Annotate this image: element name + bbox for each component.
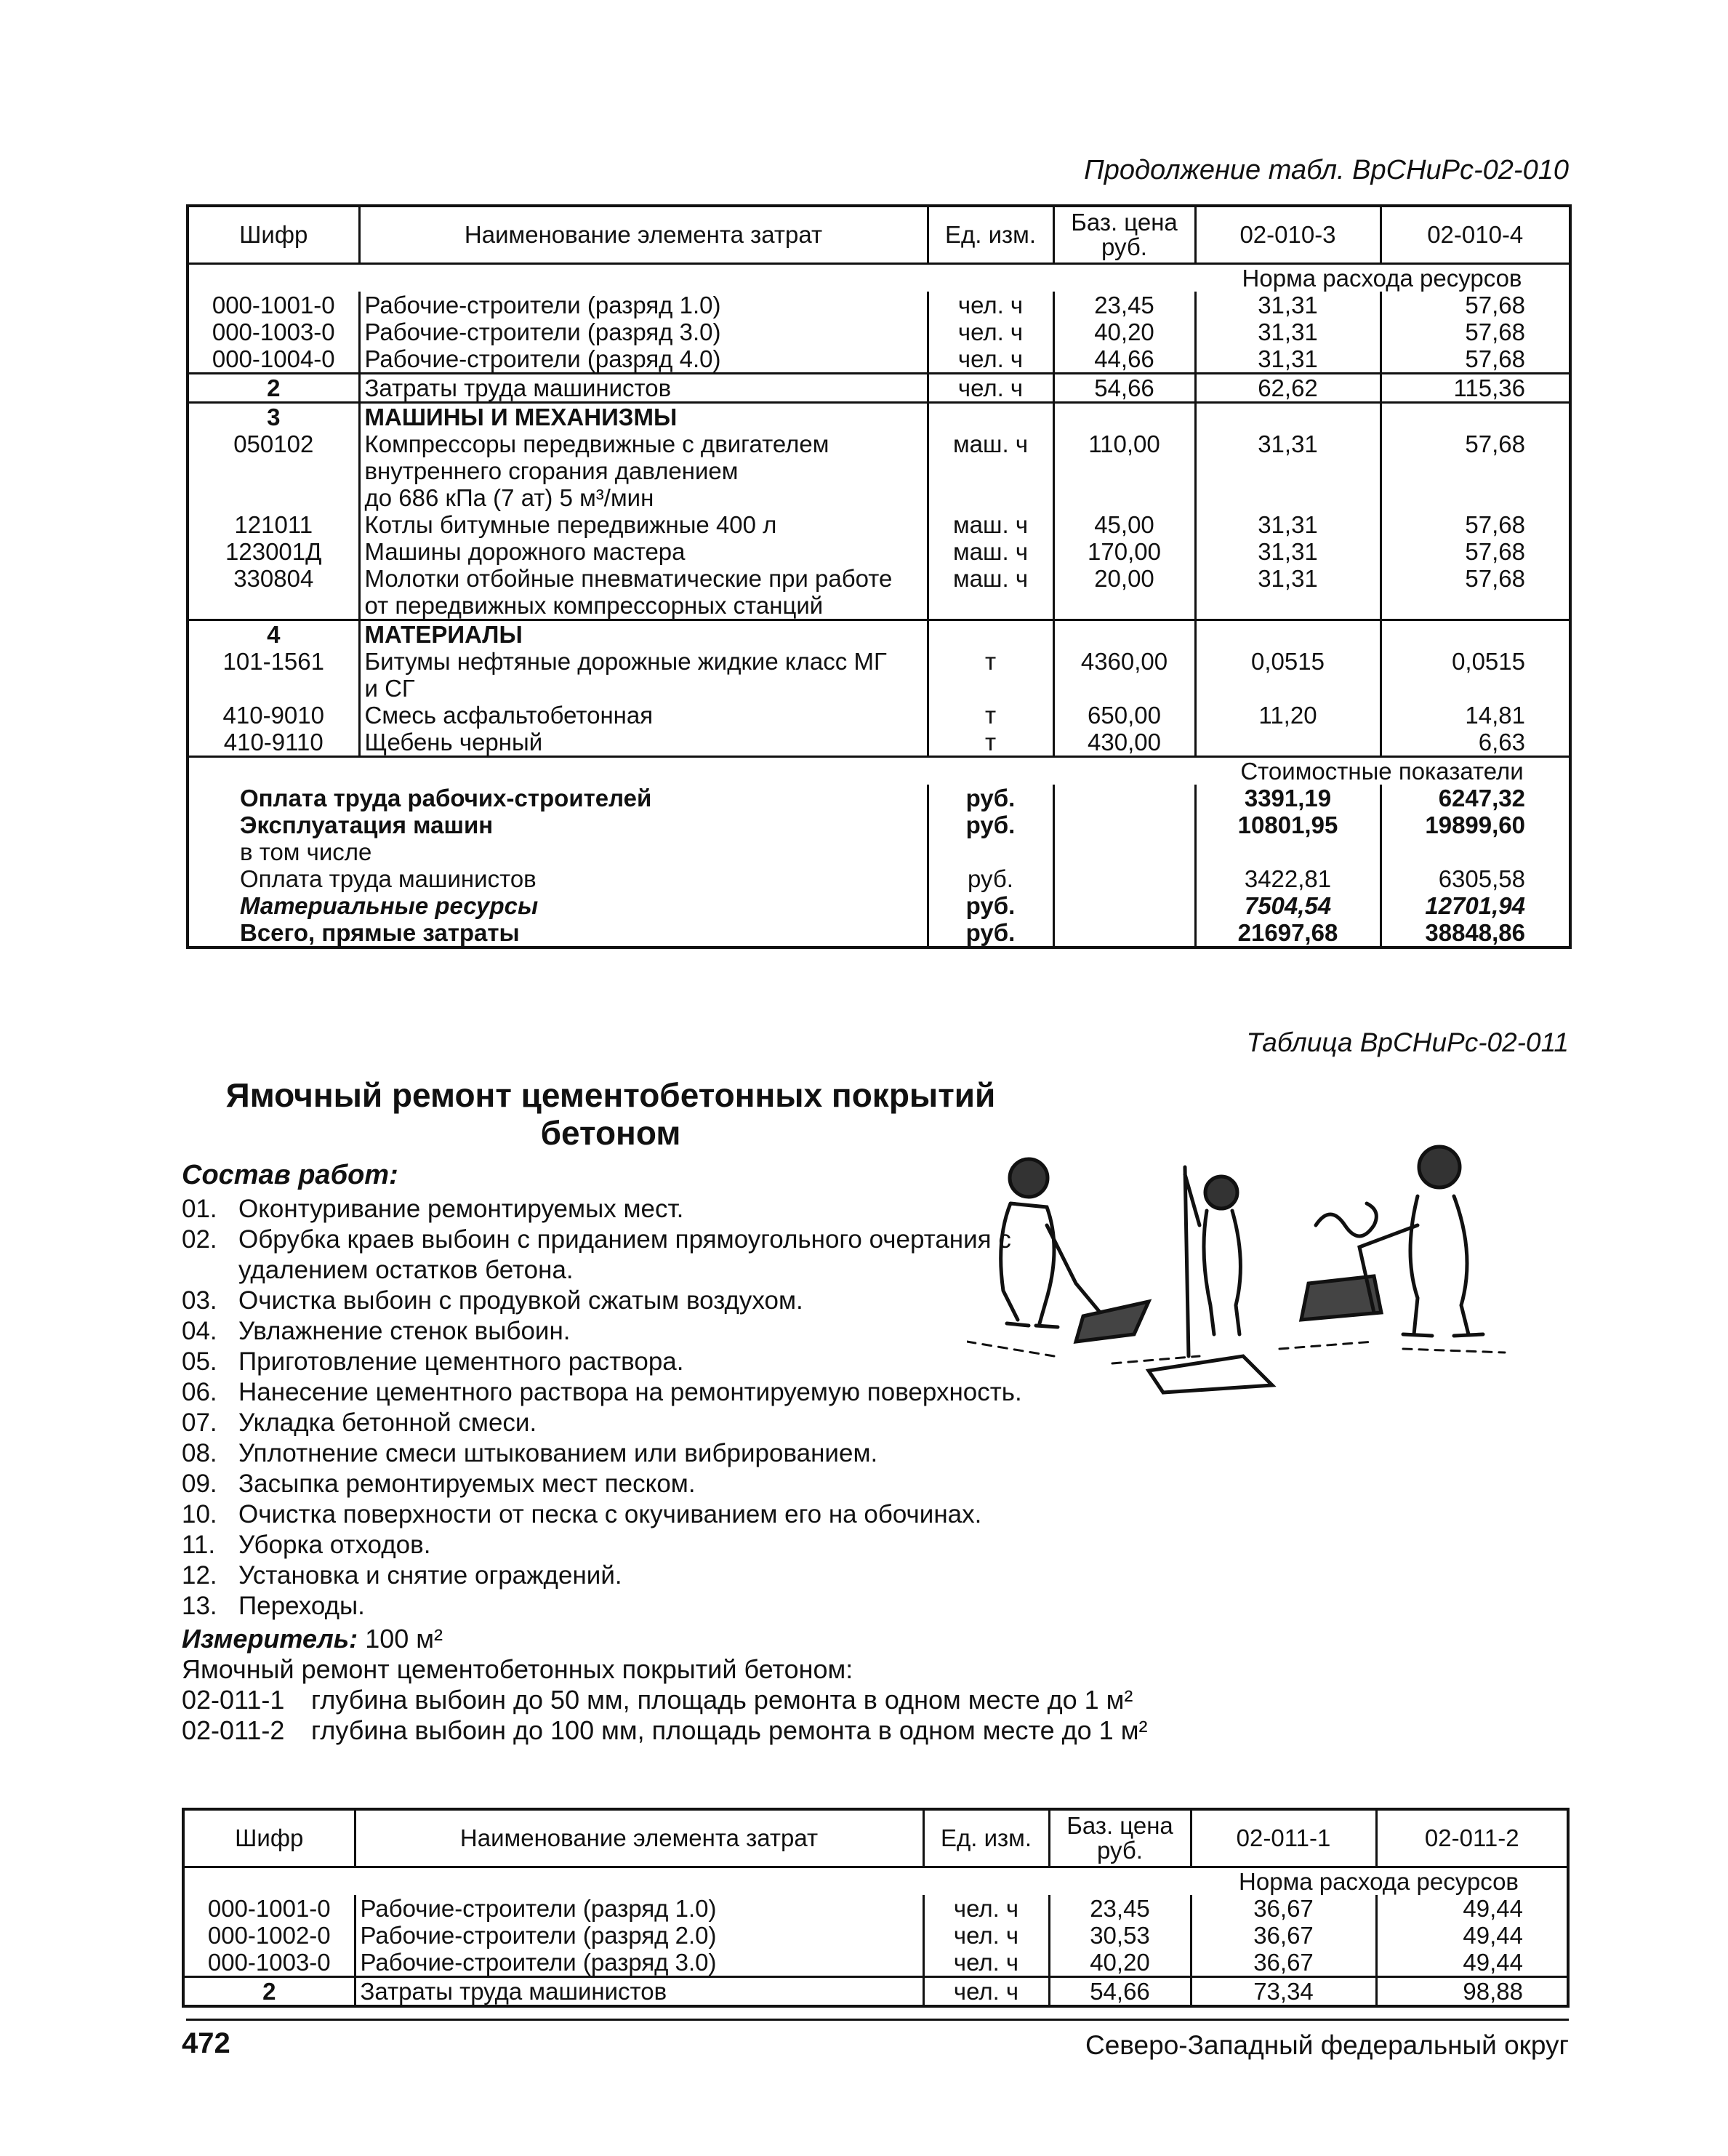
row-code: 121011 (234, 511, 313, 538)
col-header-name: Наименование элемента затрат (355, 1809, 923, 1867)
measurer-value: 100 м² (365, 1624, 443, 1654)
norm-label-row (183, 1867, 1568, 1896)
resource-table-02-011 (182, 1808, 1570, 2008)
list-item (182, 1347, 1054, 1377)
materials-section (188, 620, 1570, 649)
cost-unit: руб. (928, 865, 1053, 892)
row-name: Рабочие-строители (разряд 1.0) (359, 292, 928, 318)
row-name: Рабочие-строители (разряд 2.0) (355, 1922, 923, 1949)
cost-name: Оплата труда машинистов (240, 865, 537, 892)
row-value-b: 57,68 (1381, 345, 1570, 374)
row-price: 650,00 (1053, 702, 1195, 729)
variant-text: глубина выбоин до 100 мм, площадь ремонта в одном месте до 1 м² (311, 1715, 1148, 1745)
cost-value-a: 3391,19 (1195, 785, 1381, 811)
row-price: 54,66 (1049, 1977, 1191, 2007)
cost-value-b (1381, 838, 1570, 865)
list-item (182, 1286, 1054, 1316)
cost-name: Оплата труда рабочих-строителей (240, 785, 652, 811)
row-code: 101-1561 (222, 648, 324, 675)
cost-price-empty (1053, 919, 1195, 947)
row-value-b: 49,44 (1376, 1949, 1568, 1977)
row-code: 050102 (233, 430, 314, 457)
item-text: Приготовление цементного раствора. (238, 1347, 684, 1376)
row-value-a: 31,31 (1195, 565, 1381, 620)
resource-table-02-010 (186, 204, 1572, 949)
row-value-b: 57,68 (1381, 511, 1570, 538)
works-label: Состав работ: (182, 1160, 398, 1190)
item-number: 11. (182, 1531, 216, 1559)
works-list (182, 1194, 1054, 1622)
item-text: Обрубка краев выбоин с приданием прямоугольного очертания с удалением остатков бетона. (238, 1225, 1011, 1284)
section-code: 3 (188, 403, 359, 431)
cost-value-b: 6247,32 (1381, 785, 1570, 811)
cost-label-row (188, 757, 1570, 785)
cost-value-a (1195, 838, 1381, 865)
cost-value-a: 21697,68 (1195, 919, 1381, 947)
row-value-a: 73,34 (1191, 1977, 1376, 2007)
item-number: 05. (182, 1347, 217, 1376)
col-header-unit: Ед. изм. (923, 1809, 1049, 1867)
item-text: Уборка отходов. (238, 1531, 431, 1559)
row-price: 430,00 (1053, 729, 1195, 757)
item-text: Засыпка ремонтируемых мест песком. (238, 1470, 696, 1498)
row-value-a: 31,31 (1195, 430, 1381, 511)
row-unit: маш. ч (928, 511, 1053, 538)
measurer-line (182, 1624, 1418, 1654)
col-header-b: 02-010-4 (1381, 206, 1570, 264)
row-value-b: 57,68 (1381, 565, 1570, 620)
cost-value-b: 6305,58 (1381, 865, 1570, 892)
item-text: Увлажнение стенок выбоин. (238, 1317, 571, 1345)
cost-row (188, 865, 1570, 892)
row-value-a: 0,0515 (1195, 648, 1381, 702)
row-code: 330804 (233, 565, 314, 592)
item-text: Нанесение цементного раствора на ремонтируемую поверхность. (238, 1378, 1022, 1406)
measurer-label: Измеритель: (182, 1624, 358, 1654)
table-row (183, 1949, 1568, 1977)
item-number: 06. (182, 1378, 217, 1406)
section-title-line2: бетоном (540, 1114, 681, 1152)
row-unit: чел. ч (928, 345, 1053, 374)
item-number: 13. (182, 1592, 217, 1620)
row-value-b: 0,0515 (1381, 648, 1570, 702)
row-value-a (1195, 729, 1381, 757)
cost-price-empty (1053, 892, 1195, 919)
cost-value-a: 10801,95 (1195, 811, 1381, 838)
row-name (359, 702, 928, 729)
table-row (188, 511, 1570, 538)
row-value-a: 62,62 (1195, 374, 1381, 403)
row-price: 40,20 (1053, 318, 1195, 345)
table-row (183, 1922, 1568, 1949)
row-price: 20,00 (1053, 565, 1195, 620)
cost-name: в том числе (240, 838, 372, 865)
machine-rows (188, 430, 1570, 620)
section-title (174, 1076, 1047, 1152)
table-row (183, 1977, 1568, 2007)
row-name (359, 565, 928, 620)
row-name-line: Щебень черный (364, 729, 543, 756)
row-code: 410-9110 (223, 729, 324, 756)
row-unit: маш. ч (928, 538, 1053, 565)
cost-row (188, 838, 1570, 865)
col-header-name: Наименование элемента затрат (359, 206, 928, 264)
row-unit: чел. ч (923, 1895, 1049, 1922)
row-code: 2 (183, 1977, 355, 2007)
table-caption: Таблица ВрСНиРс-02-011 (1246, 1027, 1569, 1057)
row-price: 40,20 (1049, 1949, 1191, 1977)
row-value-b: 57,68 (1381, 318, 1570, 345)
cost-label: Стоимостные показатели (1195, 757, 1570, 785)
cost-value-a: 3422,81 (1195, 865, 1381, 892)
row-name (359, 538, 928, 565)
cost-value-a: 7504,54 (1195, 892, 1381, 919)
material-rows (188, 648, 1570, 757)
row-name (359, 511, 928, 538)
col-header-price: Баз. цена руб. (1053, 206, 1195, 264)
row-name-line: Молотки отбойные пневматические при работе (364, 565, 893, 592)
workers-illustration (967, 1138, 1519, 1407)
norm-label: Норма расхода ресурсов (1191, 1867, 1568, 1896)
cost-name: Всего, прямые затраты (240, 919, 520, 946)
row-name-line: Битумы нефтяные дорожные жидкие класс МГ (364, 648, 887, 675)
row-name: Рабочие-строители (разряд 3.0) (359, 318, 928, 345)
row-price: 170,00 (1053, 538, 1195, 565)
row-value-a: 31,31 (1195, 318, 1381, 345)
table-row (188, 729, 1570, 757)
section-title: МАТЕРИАЛЫ (359, 620, 928, 649)
row-value-b: 57,68 (1381, 430, 1570, 511)
row-name-line: Машины дорожного мастера (364, 538, 686, 565)
row-name: Рабочие-строители (разряд 4.0) (359, 345, 928, 374)
section-header-row (188, 620, 1570, 649)
item-text: Оконтуривание ремонтируемых мест. (238, 1195, 684, 1223)
row-value-b: 57,68 (1381, 292, 1570, 318)
row-price: 45,00 (1053, 511, 1195, 538)
table-row (188, 292, 1570, 318)
page-number: 472 (182, 2027, 230, 2059)
row-name-line: до 686 кПа (7 ат) 5 м³/мин (364, 484, 654, 511)
row-code: 000-1003-0 (207, 1949, 331, 1976)
section-header-row (188, 403, 1570, 431)
row-code: 2 (188, 374, 359, 403)
footer-region: Северо-Западный федеральный округ (1085, 2030, 1569, 2060)
norm-label: Норма расхода ресурсов (1195, 264, 1570, 292)
row-code: 000-1002-0 (207, 1922, 331, 1949)
row-price: 23,45 (1053, 292, 1195, 318)
row-value-b: 49,44 (1376, 1922, 1568, 1949)
table-row (188, 538, 1570, 565)
col-header-unit: Ед. изм. (928, 206, 1053, 264)
row-unit: чел. ч (923, 1922, 1049, 1949)
measurer-block (182, 1624, 1418, 1746)
section-title-line1: Ямочный ремонт цементобетонных покрытий (225, 1076, 996, 1114)
row-code: 000-1003-0 (212, 318, 335, 345)
table-row (188, 430, 1570, 511)
footer-divider (186, 2019, 1569, 2021)
item-number: 01. (182, 1195, 217, 1223)
machines-section (188, 403, 1570, 431)
list-item (182, 1499, 1054, 1530)
row-value-a: 31,31 (1195, 292, 1381, 318)
machinists-section (183, 1977, 1568, 2007)
item-number: 08. (182, 1439, 217, 1467)
col-header-a: 02-010-3 (1195, 206, 1381, 264)
measurer-desc: Ямочный ремонт цементобетонных покрытий бетоном: (182, 1654, 853, 1684)
variant-item (182, 1715, 1418, 1746)
row-value-a: 31,31 (1195, 345, 1381, 374)
row-unit: т (928, 648, 1053, 702)
cost-value-b: 38848,86 (1381, 919, 1570, 947)
row-price: 54,66 (1053, 374, 1195, 403)
list-item (182, 1591, 1054, 1622)
cost-row (188, 892, 1570, 919)
table-row (188, 345, 1570, 374)
cost-row (188, 919, 1570, 947)
col-header-price: Баз. цена руб. (1049, 1809, 1191, 1867)
item-number: 03. (182, 1286, 217, 1315)
table-header-row (188, 206, 1570, 264)
row-code: 000-1004-0 (212, 345, 335, 372)
row-value-b: 14,81 (1381, 702, 1570, 729)
list-item (182, 1469, 1054, 1499)
norm-label-row (188, 264, 1570, 292)
table-row (188, 374, 1570, 403)
row-name-line: внутреннего сгорания давлением (364, 457, 739, 484)
variant-code: 02-011-1 (182, 1685, 285, 1715)
row-value-b: 98,88 (1376, 1977, 1568, 2007)
list-item (182, 1438, 1054, 1469)
col-header-code: Шифр (188, 206, 359, 264)
row-price: 110,00 (1053, 430, 1195, 511)
list-item (182, 1530, 1054, 1560)
row-code: 410-9010 (222, 702, 324, 729)
item-number: 02. (182, 1225, 217, 1254)
list-item (182, 1194, 1054, 1225)
row-value-a: 36,67 (1191, 1895, 1376, 1922)
item-text: Очистка поверхности от песка с окучиванием его на обочинах. (238, 1500, 982, 1528)
row-price: 44,66 (1053, 345, 1195, 374)
row-value-b: 115,36 (1381, 374, 1570, 403)
list-item (182, 1377, 1054, 1408)
row-price: 4360,00 (1053, 648, 1195, 702)
row-unit: чел. ч (928, 318, 1053, 345)
item-text: Укладка бетонной смеси. (238, 1408, 537, 1437)
row-name-line: Смесь асфальтобетонная (364, 702, 654, 729)
item-number: 12. (182, 1561, 217, 1590)
variant-text: глубина выбоин до 50 мм, площадь ремонта в одном месте до 1 м² (311, 1685, 1133, 1715)
variant-list (182, 1685, 1418, 1746)
list-item (182, 1560, 1054, 1591)
cost-price-empty (1053, 811, 1195, 838)
variant-item (182, 1685, 1418, 1715)
continuation-caption: Продолжение табл. ВрСНиРс-02-010 (1084, 155, 1569, 185)
list-item (182, 1316, 1054, 1347)
cost-price-empty (1053, 838, 1195, 865)
table-row (188, 702, 1570, 729)
row-name (359, 430, 928, 511)
row-name-line: Компрессоры передвижные с двигателем (364, 430, 829, 457)
item-number: 10. (182, 1500, 217, 1528)
table-row (188, 648, 1570, 702)
row-value-a: 36,67 (1191, 1922, 1376, 1949)
cost-unit: руб. (928, 785, 1053, 811)
row-name: Затраты труда машинистов (355, 1977, 923, 2007)
cost-row (188, 785, 1570, 811)
cost-name: Эксплуатация машин (240, 811, 494, 838)
row-value-a: 11,20 (1195, 702, 1381, 729)
cost-price-empty (1053, 865, 1195, 892)
cost-value-b: 19899,60 (1381, 811, 1570, 838)
section-code: 4 (188, 620, 359, 649)
row-value-b: 49,44 (1376, 1895, 1568, 1922)
item-text: Уплотнение смеси штыкованием или вибрированием. (238, 1439, 878, 1467)
row-name-line: от передвижных компрессорных станций (364, 592, 824, 619)
row-price: 23,45 (1049, 1895, 1191, 1922)
cost-unit (928, 838, 1053, 865)
row-name: Затраты труда машинистов (359, 374, 928, 403)
labor-rows (183, 1895, 1568, 1977)
list-item (182, 1225, 1054, 1286)
table-row (188, 318, 1570, 345)
col-header-code: Шифр (183, 1809, 355, 1867)
table-row (188, 565, 1570, 620)
table-row (183, 1895, 1568, 1922)
item-text: Очистка выбоин с продувкой сжатым воздухом. (238, 1286, 803, 1315)
cost-name: Материальные ресурсы (240, 892, 539, 919)
machinists-section (188, 374, 1570, 403)
cost-row (188, 811, 1570, 838)
row-price: 30,53 (1049, 1922, 1191, 1949)
row-unit: чел. ч (928, 292, 1053, 318)
list-item (182, 1408, 1054, 1438)
cost-value-b: 12701,94 (1381, 892, 1570, 919)
item-text: Установка и снятие ограждений. (238, 1561, 622, 1590)
row-code: 000-1001-0 (212, 292, 335, 318)
row-name (359, 648, 928, 702)
row-code: 123001Д (225, 538, 322, 565)
row-name (359, 729, 928, 757)
row-unit: чел. ч (923, 1949, 1049, 1977)
row-unit: т (928, 729, 1053, 757)
item-text: Переходы. (238, 1592, 365, 1620)
row-unit: чел. ч (928, 374, 1053, 403)
section-title: МАШИНЫ И МЕХАНИЗМЫ (359, 403, 928, 431)
cost-unit: руб. (928, 811, 1053, 838)
cost-rows (188, 785, 1570, 947)
col-header-a: 02-011-1 (1191, 1809, 1376, 1867)
row-value-b: 6,63 (1381, 729, 1570, 757)
item-number: 04. (182, 1317, 217, 1345)
row-value-a: 36,67 (1191, 1949, 1376, 1977)
table-header-row (183, 1809, 1568, 1867)
row-value-b: 57,68 (1381, 538, 1570, 565)
row-name: Рабочие-строители (разряд 1.0) (355, 1895, 923, 1922)
row-unit: чел. ч (923, 1977, 1049, 2007)
row-value-a: 31,31 (1195, 538, 1381, 565)
col-header-b: 02-011-2 (1376, 1809, 1568, 1867)
row-value-a: 31,31 (1195, 511, 1381, 538)
variant-code: 02-011-2 (182, 1715, 285, 1745)
row-unit: т (928, 702, 1053, 729)
cost-unit: руб. (928, 892, 1053, 919)
row-name: Рабочие-строители (разряд 3.0) (355, 1949, 923, 1977)
item-number: 09. (182, 1470, 217, 1498)
item-number: 07. (182, 1408, 217, 1437)
row-name-line: и СГ (364, 675, 415, 702)
row-unit: маш. ч (928, 565, 1053, 620)
labor-rows (188, 292, 1570, 374)
row-unit: маш. ч (928, 430, 1053, 511)
cost-unit: руб. (928, 919, 1053, 947)
cost-price-empty (1053, 785, 1195, 811)
row-name-line: Котлы битумные передвижные 400 л (364, 511, 777, 538)
row-code: 000-1001-0 (207, 1895, 331, 1922)
